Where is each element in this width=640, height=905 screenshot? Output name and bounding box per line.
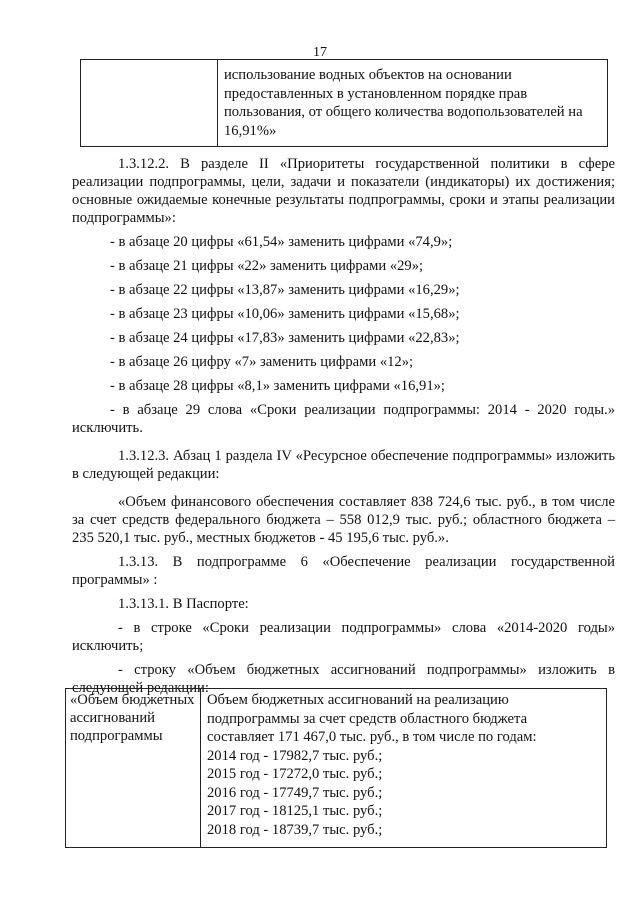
list-item: - в абзаце 20 цифры «61,54» заменить цифрами «74,9»;	[110, 234, 453, 250]
paragraph-1-3-13-1: 1.3.13.1. В Паспорте:	[118, 596, 249, 612]
budget-table	[65, 688, 607, 848]
quoted-financing-text: «Объем финансового обеспечения составляет 838 724,6 тыс. руб., в том числе за счет средств федерального бюджета – 558 012,9 тыс. руб.; областного бюджета – 235 520,1 тыс. руб., местных бюджетов - 45 195,6 тыс. руб.».	[72, 494, 615, 546]
budget-line: составляет 171 467,0 тыс. руб., в том числе по годам:	[207, 729, 537, 745]
budget-table-label-cell: «Объем бюджетных ассигнований подпрограммы	[66, 689, 201, 847]
list-item: - в абзаце 26 цифру «7» заменить цифрами «12»;	[110, 354, 414, 370]
list-item: - в абзаце 24 цифры «17,83» заменить цифрами «22,83»;	[110, 330, 460, 346]
list-item: - в абзаце 21 цифры «22» заменить цифрами «29»;	[110, 258, 424, 274]
budget-line-year: 2018 год - 18739,7 тыс. руб.;	[207, 821, 383, 838]
document-body	[72, 155, 615, 703]
paragraph-1-3-12-3: 1.3.12.3. Абзац 1 раздела IV «Ресурсное обеспечение подпрограммы» изложить в следующей редакции:	[72, 448, 615, 482]
budget-table-value-cell	[201, 689, 606, 847]
budget-line-year: 2014 год - 17982,7 тыс. руб.;	[207, 747, 383, 764]
list-item: - в абзаце 28 цифры «8,1» заменить цифрами «16,91»;	[110, 378, 445, 394]
top-table	[80, 59, 608, 147]
paragraph-1-3-13: 1.3.13. В подпрограмме 6 «Обеспечение реализации государственной программы» :	[72, 554, 615, 588]
list-item: - в абзаце 29 слова «Сроки реализации подпрограммы: 2014 - 2020 годы.» исключить.	[72, 402, 615, 436]
paragraph-1-3-12-2: 1.3.12.2. В разделе II «Приоритеты государственной политики в сфере реализации подпрограммы, цели, задачи и показатели (индикаторы) их достижения; основные ожидаемые конечные результаты подпрограммы, сроки и этапы реализации подпрограммы»:	[72, 156, 615, 226]
budget-line: Объем бюджетных ассигнований на реализацию	[207, 692, 509, 708]
budget-line-year: 2017 год - 18125,1 тыс. руб.;	[207, 803, 383, 819]
budget-line-year: 2016 год - 17749,7 тыс. руб.;	[207, 784, 383, 801]
top-table-text-cell: использование водных объектов на основании предоставленных в установленном порядке прав пользования, от общего количества водопользователей на 16,91%»	[224, 67, 583, 139]
paragraph-budget-row: - строку «Объем бюджетных ассигнований подпрограммы» изложить в следующей редакции:	[72, 662, 615, 696]
paragraph-timeframe-removal: - в строке «Сроки реализации подпрограммы» слова «2014-2020 годы» исключить;	[72, 620, 615, 654]
list-item: - в абзаце 22 цифры «13,87» заменить цифрами «16,29»;	[110, 282, 460, 298]
list-item: - в абзаце 23 цифры «10,06» заменить цифрами «15,68»;	[110, 306, 460, 322]
top-table-empty-cell	[81, 60, 218, 146]
page-number: 17	[313, 45, 327, 60]
budget-line: подпрограммы за счет средств областного бюджета	[207, 710, 528, 727]
amendment-list	[72, 233, 615, 437]
budget-line-year: 2015 год - 17272,0 тыс. руб.;	[207, 766, 383, 782]
